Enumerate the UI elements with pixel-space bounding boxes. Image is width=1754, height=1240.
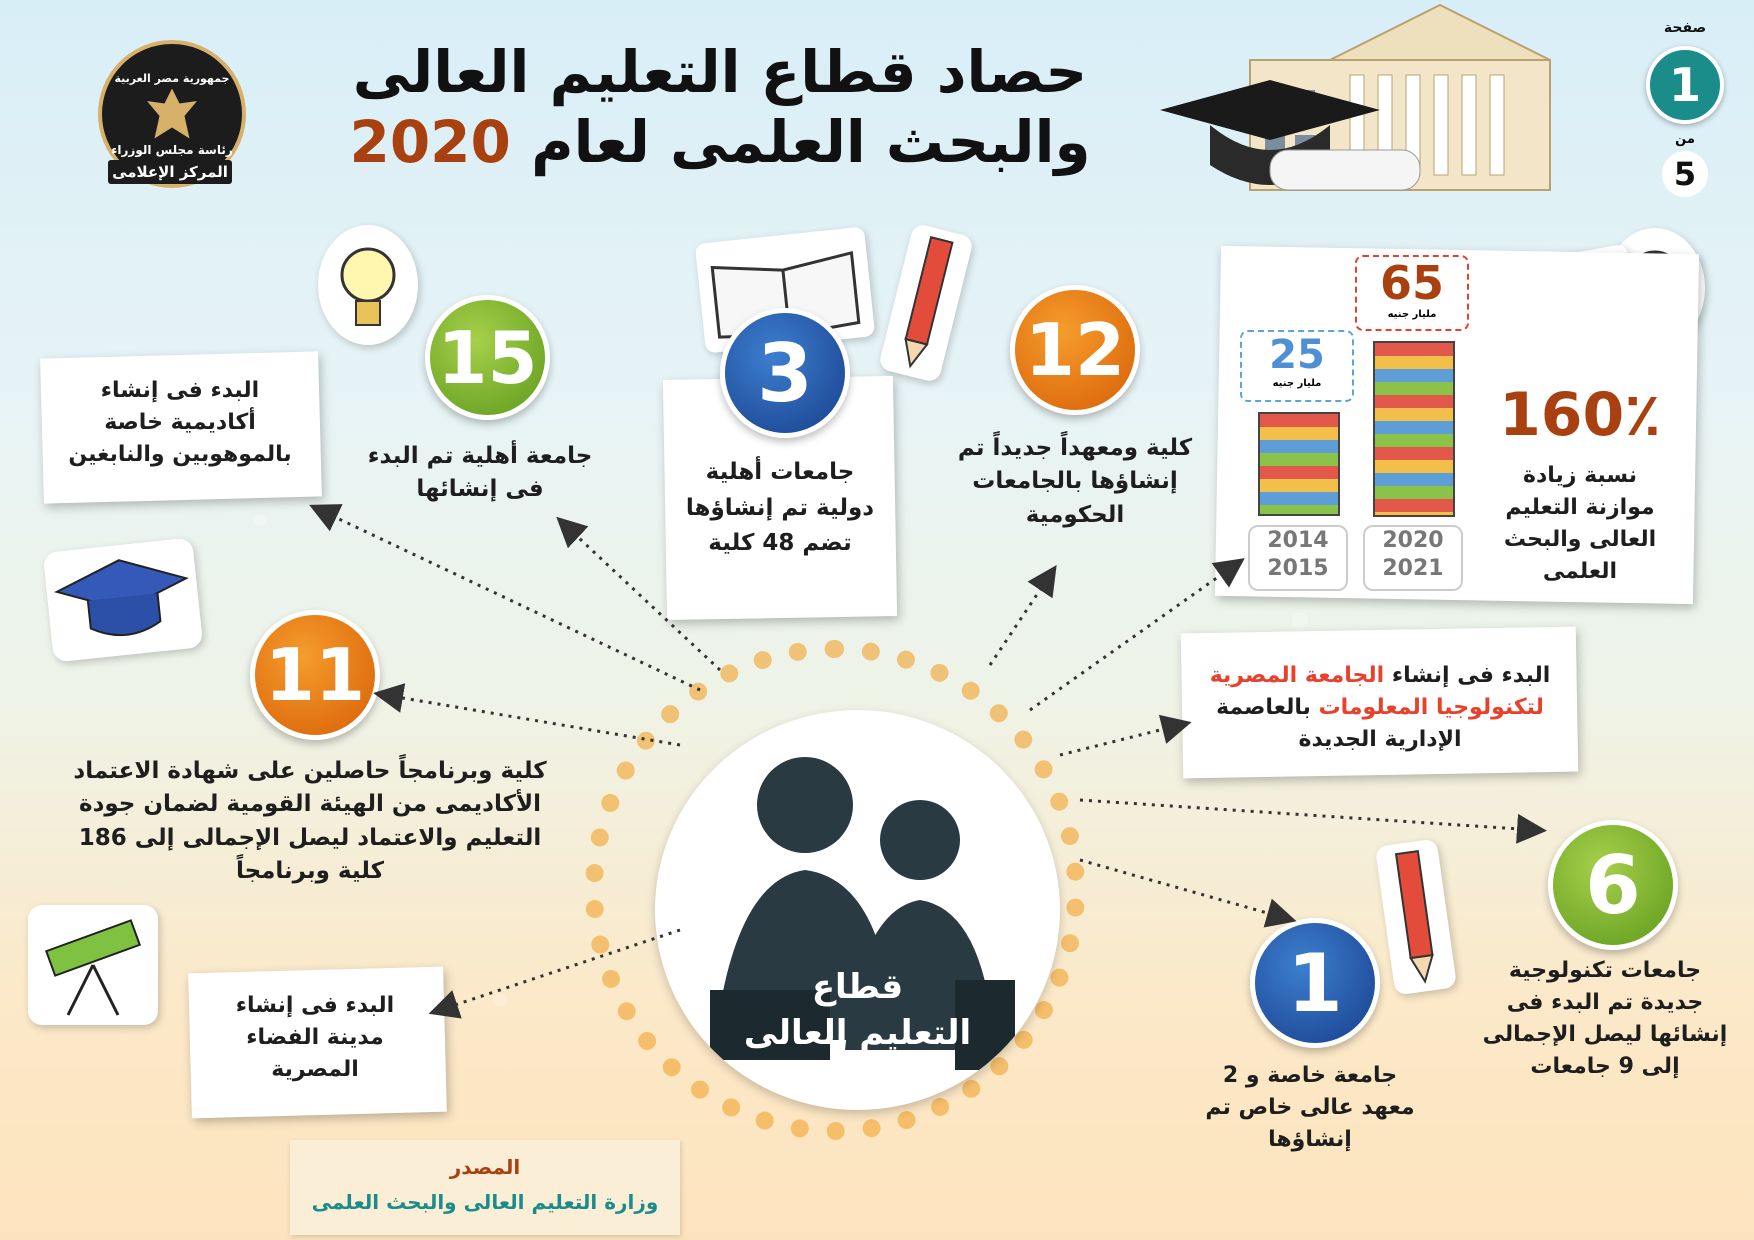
budget-year-top: 2020 [1382, 528, 1444, 553]
egypt-univ-suffix: بالعاصمة الإدارية الجديدة [1216, 694, 1462, 752]
stat-3-text: جامعات أهلية دولية تم إنشاؤها تضم 48 كلية [685, 459, 875, 557]
title-line1: حصاد قطاع التعليم العالى [352, 38, 1088, 106]
source-label: المصدر [449, 1155, 521, 1179]
budget-value-badge [1240, 330, 1354, 402]
logo-caption: المركز الإعلامى [108, 160, 232, 184]
stat-6-number: 6 [1548, 820, 1678, 950]
budget-value: 65 [1379, 256, 1444, 310]
budget-text: نسبة زيادة موازنة التعليم العالى والبحث العلمى [1503, 463, 1657, 584]
stat-12-number: 12 [1010, 285, 1140, 415]
graduation-cap-icon [43, 537, 204, 662]
stat-1-number: 1 [1250, 918, 1380, 1048]
center-line2: التعليم العالى [743, 1012, 972, 1053]
source-text: وزارة التعليم العالى والبحث العلمى [311, 1190, 659, 1214]
budget-year-bottom: 2021 [1382, 556, 1444, 581]
stat-11-number: 11 [250, 610, 380, 740]
budget-bar-2014 [1240, 330, 1355, 590]
budget-value-badge [1355, 255, 1469, 331]
stat-15-number: 15 [425, 295, 550, 420]
telescope-icon [28, 905, 158, 1025]
stat-11-text: كلية وبرنامجاً حاصلين على شهادة الاعتماد الأكاديمى من الهيئة القومية لضمان جودة التعليم والاعتماد ليصل الإجمالى إلى 186 كلية وبرنامجاً [73, 758, 547, 885]
stat-6-text: جامعات تكنولوجية جديدة تم البدء فى إنشائها ليصل الإجمالى إلى 9 جامعات [1482, 958, 1728, 1079]
page-title [320, 38, 1120, 177]
logo-line2: رئاسة مجلس الوزراء [111, 142, 233, 157]
budget-unit: مليار جنيه [1387, 309, 1437, 320]
pager-of: من [1675, 132, 1695, 147]
book-stack-icon [1258, 412, 1340, 516]
center-title [655, 965, 1060, 1057]
egypt-it-university-text [1195, 660, 1565, 756]
pager [1645, 20, 1725, 197]
space-city-text: البدء فى إنشاء مدينة الفضاء المصرية [235, 993, 395, 1082]
pager-current: 1 [1646, 46, 1724, 124]
egypt-univ-prefix: البدء فى إنشاء [1391, 663, 1551, 688]
logo-line1: جمهورية مصر العربية [114, 71, 230, 85]
title-year: 2020 [349, 107, 511, 176]
budget-bar-2020 [1355, 255, 1470, 590]
eagle-icon [147, 89, 197, 139]
budget-value: 25 [1269, 332, 1325, 378]
budget-unit: مليار جنيه [1272, 378, 1322, 389]
pager-total: 5 [1662, 151, 1708, 197]
budget-year-bottom: 2015 [1267, 556, 1329, 581]
lightbulb-icon [318, 225, 418, 345]
egypt-univ-highlight: الجامعة المصرية لتكنولوجيا المعلومات [1209, 663, 1544, 720]
stat-1-text: جامعة خاصة و 2 معهد عالى خاص تم إنشاؤها [1205, 1063, 1415, 1152]
stat-12-text: كلية ومعهداً جديداً تم إنشاؤها بالجامعات الحكومية [957, 435, 1193, 528]
budget-year-top: 2014 [1267, 528, 1329, 553]
budget-percent: 160٪ [1499, 380, 1661, 450]
stat-3-number: 3 [720, 308, 850, 438]
title-line2 [320, 108, 1120, 178]
stat-15-text: جامعة أهلية تم البدء فى إنشائها [367, 443, 593, 503]
academy-note-text: البدء فى إنشاء أكاديمية خاصة بالموهوبين والنابغين [68, 378, 292, 467]
pager-label: صفحة [1663, 20, 1707, 36]
university-building-icon [1150, 0, 1670, 210]
center-circle [655, 710, 1060, 1110]
book-stack-icon [1373, 341, 1455, 517]
budget-years [1248, 525, 1348, 591]
title-line2-text: والبحث العلمى لعام [531, 107, 1091, 176]
center-line1: قطاع [811, 967, 904, 1007]
budget-years [1363, 525, 1463, 591]
